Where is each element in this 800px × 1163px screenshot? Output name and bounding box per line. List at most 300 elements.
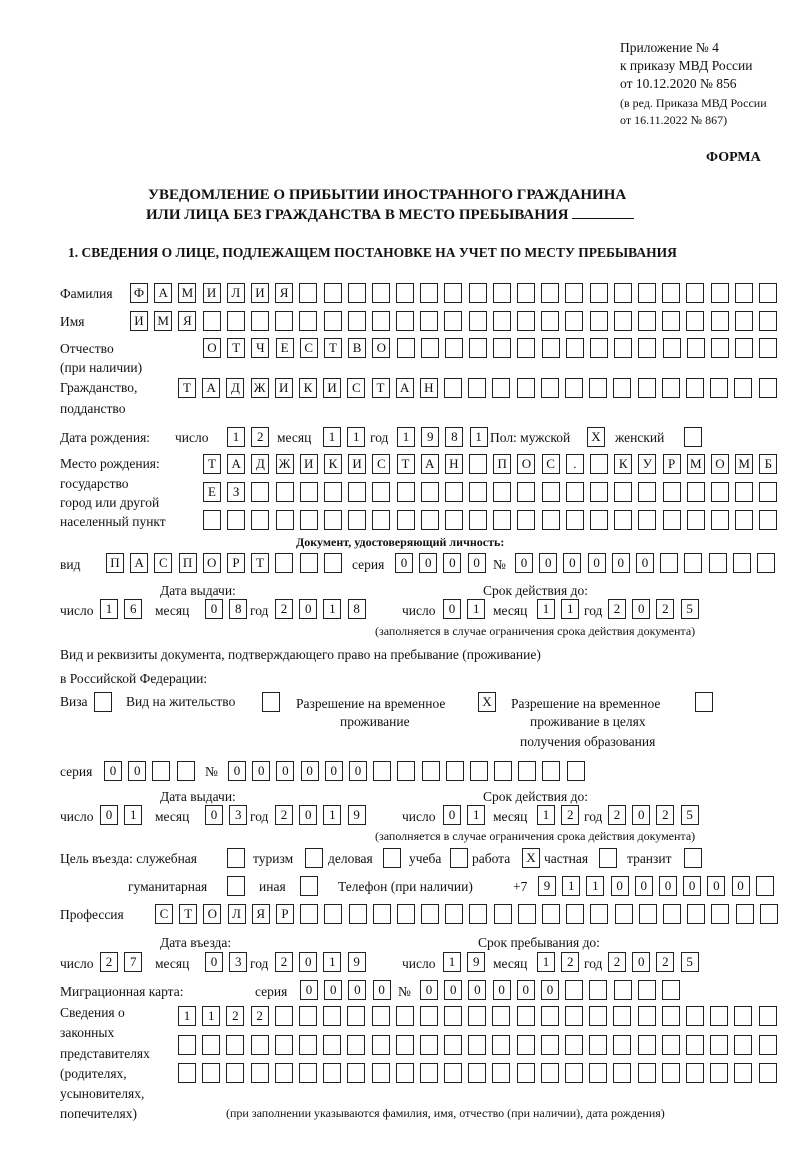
char-cell[interactable] — [494, 904, 512, 924]
char-cell[interactable] — [735, 283, 753, 303]
char-cell[interactable] — [276, 482, 294, 502]
char-cell[interactable]: 0 — [611, 876, 629, 896]
char-cell[interactable] — [275, 1063, 293, 1083]
checkbox[interactable] — [94, 692, 112, 712]
char-cell[interactable] — [589, 1035, 607, 1055]
char-cell[interactable]: 0 — [443, 805, 461, 825]
char-cell[interactable] — [567, 761, 585, 781]
char-cell[interactable] — [152, 761, 170, 781]
char-cell[interactable]: 0 — [612, 553, 630, 573]
char-cell[interactable] — [468, 1006, 486, 1026]
char-cell[interactable]: А — [227, 454, 245, 474]
char-cell[interactable]: 0 — [659, 876, 677, 896]
char-cell[interactable]: 0 — [205, 952, 223, 972]
char-cell[interactable] — [756, 876, 774, 896]
char-cell[interactable]: 0 — [228, 761, 246, 781]
char-cell[interactable] — [541, 1035, 559, 1055]
char-cell[interactable] — [445, 510, 463, 530]
char-cell[interactable]: 0 — [632, 952, 650, 972]
char-cell[interactable]: 1 — [397, 427, 415, 447]
char-cell[interactable] — [469, 904, 487, 924]
char-cell[interactable] — [589, 980, 607, 1000]
char-cell[interactable] — [396, 1063, 414, 1083]
char-cell[interactable] — [711, 510, 729, 530]
char-cell[interactable] — [736, 904, 754, 924]
char-cell[interactable] — [177, 761, 195, 781]
char-cell[interactable]: Т — [203, 454, 221, 474]
char-cell[interactable]: 0 — [301, 761, 319, 781]
char-cell[interactable] — [614, 338, 632, 358]
char-cell[interactable]: Ж — [251, 378, 269, 398]
char-cell[interactable] — [638, 980, 656, 1000]
char-cell[interactable] — [541, 1006, 559, 1026]
char-cell[interactable] — [324, 283, 342, 303]
char-cell[interactable] — [590, 311, 608, 331]
char-cell[interactable] — [590, 482, 608, 502]
char-cell[interactable] — [662, 980, 680, 1000]
char-cell[interactable] — [372, 1063, 390, 1083]
checkbox[interactable]: X — [522, 848, 540, 868]
char-cell[interactable]: О — [372, 338, 390, 358]
checkbox[interactable] — [383, 848, 401, 868]
char-cell[interactable] — [613, 1063, 631, 1083]
char-cell[interactable] — [662, 311, 680, 331]
char-cell[interactable] — [687, 338, 705, 358]
char-cell[interactable]: 9 — [421, 427, 439, 447]
char-cell[interactable]: О — [517, 454, 535, 474]
char-cell[interactable] — [251, 1063, 269, 1083]
char-cell[interactable] — [251, 1035, 269, 1055]
char-cell[interactable] — [517, 1035, 535, 1055]
char-cell[interactable] — [420, 1006, 438, 1026]
char-cell[interactable]: С — [347, 378, 365, 398]
char-cell[interactable] — [492, 1006, 510, 1026]
char-cell[interactable] — [469, 510, 487, 530]
char-cell[interactable] — [614, 283, 632, 303]
char-cell[interactable] — [421, 510, 439, 530]
char-cell[interactable] — [397, 904, 415, 924]
char-cell[interactable]: 1 — [124, 805, 142, 825]
char-cell[interactable]: 6 — [124, 599, 142, 619]
char-cell[interactable]: Т — [251, 553, 269, 573]
char-cell[interactable]: У — [638, 454, 656, 474]
char-cell[interactable]: 0 — [419, 553, 437, 573]
char-cell[interactable]: 0 — [420, 980, 438, 1000]
char-cell[interactable] — [396, 1006, 414, 1026]
char-cell[interactable]: С — [372, 454, 390, 474]
char-cell[interactable] — [276, 510, 294, 530]
char-cell[interactable] — [759, 482, 777, 502]
char-cell[interactable] — [759, 1035, 777, 1055]
char-cell[interactable]: И — [130, 311, 148, 331]
checkbox[interactable] — [227, 848, 245, 868]
char-cell[interactable]: Д — [226, 378, 244, 398]
char-cell[interactable]: А — [421, 454, 439, 474]
char-cell[interactable] — [324, 510, 342, 530]
char-cell[interactable]: 1 — [467, 805, 485, 825]
char-cell[interactable] — [687, 510, 705, 530]
char-cell[interactable]: Р — [276, 904, 294, 924]
char-cell[interactable] — [492, 1063, 510, 1083]
char-cell[interactable]: Н — [420, 378, 438, 398]
char-cell[interactable] — [421, 904, 439, 924]
char-cell[interactable] — [566, 904, 584, 924]
char-cell[interactable] — [323, 1063, 341, 1083]
char-cell[interactable]: Т — [372, 378, 390, 398]
char-cell[interactable] — [517, 1063, 535, 1083]
char-cell[interactable]: 2 — [561, 805, 579, 825]
char-cell[interactable] — [444, 283, 462, 303]
char-cell[interactable]: 0 — [636, 553, 654, 573]
char-cell[interactable] — [372, 1006, 390, 1026]
char-cell[interactable] — [711, 311, 729, 331]
char-cell[interactable]: 0 — [299, 952, 317, 972]
char-cell[interactable]: Л — [228, 904, 246, 924]
char-cell[interactable] — [709, 553, 727, 573]
char-cell[interactable] — [446, 761, 464, 781]
char-cell[interactable] — [686, 1063, 704, 1083]
char-cell[interactable] — [300, 904, 318, 924]
char-cell[interactable]: 2 — [100, 952, 118, 972]
char-cell[interactable] — [348, 311, 366, 331]
char-cell[interactable]: 1 — [227, 427, 245, 447]
char-cell[interactable] — [493, 283, 511, 303]
char-cell[interactable]: И — [203, 283, 221, 303]
char-cell[interactable] — [492, 378, 510, 398]
char-cell[interactable] — [323, 1035, 341, 1055]
char-cell[interactable]: А — [202, 378, 220, 398]
checkbox[interactable] — [227, 876, 245, 896]
char-cell[interactable]: 2 — [251, 427, 269, 447]
char-cell[interactable] — [735, 510, 753, 530]
char-cell[interactable] — [517, 510, 535, 530]
char-cell[interactable] — [638, 283, 656, 303]
char-cell[interactable]: Р — [227, 553, 245, 573]
char-cell[interactable]: . — [566, 454, 584, 474]
char-cell[interactable] — [347, 1006, 365, 1026]
char-cell[interactable]: О — [203, 338, 221, 358]
char-cell[interactable] — [734, 1006, 752, 1026]
char-cell[interactable]: 3 — [229, 952, 247, 972]
char-cell[interactable] — [494, 761, 512, 781]
char-cell[interactable] — [203, 311, 221, 331]
char-cell[interactable] — [373, 761, 391, 781]
char-cell[interactable] — [517, 338, 535, 358]
char-cell[interactable] — [614, 980, 632, 1000]
char-cell[interactable] — [541, 311, 559, 331]
char-cell[interactable]: 0 — [205, 599, 223, 619]
char-cell[interactable] — [202, 1063, 220, 1083]
char-cell[interactable]: М — [178, 283, 196, 303]
char-cell[interactable] — [470, 761, 488, 781]
char-cell[interactable]: П — [179, 553, 197, 573]
char-cell[interactable]: 2 — [656, 599, 674, 619]
char-cell[interactable] — [639, 904, 657, 924]
char-cell[interactable] — [420, 1035, 438, 1055]
char-cell[interactable] — [324, 904, 342, 924]
char-cell[interactable]: 8 — [348, 599, 366, 619]
char-cell[interactable]: Я — [252, 904, 270, 924]
char-cell[interactable]: 1 — [561, 599, 579, 619]
char-cell[interactable] — [759, 1006, 777, 1026]
char-cell[interactable]: С — [300, 338, 318, 358]
char-cell[interactable] — [493, 482, 511, 502]
char-cell[interactable] — [396, 311, 414, 331]
char-cell[interactable] — [372, 482, 390, 502]
char-cell[interactable]: 0 — [373, 980, 391, 1000]
char-cell[interactable] — [542, 761, 560, 781]
char-cell[interactable] — [565, 1063, 583, 1083]
char-cell[interactable] — [178, 1035, 196, 1055]
char-cell[interactable] — [541, 283, 559, 303]
char-cell[interactable]: 0 — [205, 805, 223, 825]
char-cell[interactable] — [638, 311, 656, 331]
char-cell[interactable]: М — [735, 454, 753, 474]
char-cell[interactable]: Е — [276, 338, 294, 358]
char-cell[interactable]: Т — [397, 454, 415, 474]
char-cell[interactable] — [396, 283, 414, 303]
char-cell[interactable]: 0 — [632, 805, 650, 825]
char-cell[interactable] — [662, 1063, 680, 1083]
char-cell[interactable] — [469, 311, 487, 331]
char-cell[interactable]: 0 — [349, 761, 367, 781]
char-cell[interactable]: В — [348, 338, 366, 358]
char-cell[interactable]: П — [493, 454, 511, 474]
char-cell[interactable] — [710, 1035, 728, 1055]
char-cell[interactable] — [686, 378, 704, 398]
char-cell[interactable] — [422, 761, 440, 781]
char-cell[interactable] — [614, 510, 632, 530]
char-cell[interactable]: 0 — [443, 599, 461, 619]
char-cell[interactable] — [300, 553, 318, 573]
char-cell[interactable] — [299, 1063, 317, 1083]
char-cell[interactable] — [565, 378, 583, 398]
char-cell[interactable] — [613, 1035, 631, 1055]
char-cell[interactable]: О — [203, 904, 221, 924]
char-cell[interactable]: 8 — [445, 427, 463, 447]
char-cell[interactable]: К — [299, 378, 317, 398]
char-cell[interactable]: 2 — [608, 599, 626, 619]
char-cell[interactable]: 0 — [517, 980, 535, 1000]
char-cell[interactable] — [469, 454, 487, 474]
char-cell[interactable]: 2 — [275, 599, 293, 619]
char-cell[interactable] — [347, 1063, 365, 1083]
char-cell[interactable] — [300, 482, 318, 502]
char-cell[interactable]: О — [711, 454, 729, 474]
title-blank-line[interactable] — [572, 206, 634, 219]
char-cell[interactable]: 5 — [681, 599, 699, 619]
char-cell[interactable] — [541, 378, 559, 398]
char-cell[interactable]: 1 — [562, 876, 580, 896]
char-cell[interactable] — [493, 338, 511, 358]
char-cell[interactable] — [420, 311, 438, 331]
char-cell[interactable]: Т — [324, 338, 342, 358]
checkbox[interactable]: X — [587, 427, 605, 447]
char-cell[interactable] — [251, 510, 269, 530]
char-cell[interactable] — [542, 510, 560, 530]
char-cell[interactable]: Л — [227, 283, 245, 303]
char-cell[interactable]: 5 — [681, 805, 699, 825]
char-cell[interactable]: 0 — [539, 553, 557, 573]
char-cell[interactable] — [711, 482, 729, 502]
char-cell[interactable] — [614, 482, 632, 502]
char-cell[interactable]: М — [154, 311, 172, 331]
char-cell[interactable] — [662, 1035, 680, 1055]
char-cell[interactable] — [760, 904, 778, 924]
char-cell[interactable] — [275, 1035, 293, 1055]
char-cell[interactable]: 0 — [299, 599, 317, 619]
char-cell[interactable] — [589, 1006, 607, 1026]
char-cell[interactable] — [397, 510, 415, 530]
char-cell[interactable]: 7 — [124, 952, 142, 972]
char-cell[interactable] — [348, 510, 366, 530]
char-cell[interactable] — [686, 311, 704, 331]
char-cell[interactable] — [517, 482, 535, 502]
char-cell[interactable] — [566, 338, 584, 358]
char-cell[interactable] — [565, 1035, 583, 1055]
char-cell[interactable]: 2 — [656, 952, 674, 972]
char-cell[interactable] — [759, 378, 777, 398]
char-cell[interactable]: 9 — [348, 805, 366, 825]
char-cell[interactable] — [299, 1035, 317, 1055]
char-cell[interactable] — [324, 311, 342, 331]
char-cell[interactable] — [589, 1063, 607, 1083]
char-cell[interactable] — [324, 482, 342, 502]
checkbox[interactable]: X — [478, 692, 496, 712]
char-cell[interactable] — [638, 1063, 656, 1083]
char-cell[interactable] — [251, 482, 269, 502]
char-cell[interactable] — [711, 338, 729, 358]
char-cell[interactable]: Е — [203, 482, 221, 502]
char-cell[interactable]: 1 — [537, 599, 555, 619]
char-cell[interactable]: 2 — [608, 952, 626, 972]
char-cell[interactable]: А — [130, 553, 148, 573]
char-cell[interactable] — [178, 1063, 196, 1083]
char-cell[interactable] — [373, 904, 391, 924]
char-cell[interactable] — [565, 283, 583, 303]
char-cell[interactable]: 1 — [323, 952, 341, 972]
char-cell[interactable] — [492, 1035, 510, 1055]
char-cell[interactable] — [687, 482, 705, 502]
char-cell[interactable] — [590, 283, 608, 303]
char-cell[interactable]: 1 — [586, 876, 604, 896]
char-cell[interactable] — [663, 510, 681, 530]
char-cell[interactable] — [614, 311, 632, 331]
char-cell[interactable] — [444, 1006, 462, 1026]
char-cell[interactable] — [759, 510, 777, 530]
char-cell[interactable]: 0 — [563, 553, 581, 573]
char-cell[interactable]: 0 — [632, 599, 650, 619]
char-cell[interactable] — [735, 338, 753, 358]
char-cell[interactable] — [372, 311, 390, 331]
char-cell[interactable] — [372, 510, 390, 530]
char-cell[interactable] — [420, 283, 438, 303]
char-cell[interactable]: 9 — [348, 952, 366, 972]
char-cell[interactable] — [735, 311, 753, 331]
char-cell[interactable] — [203, 510, 221, 530]
char-cell[interactable]: 0 — [128, 761, 146, 781]
char-cell[interactable] — [542, 338, 560, 358]
char-cell[interactable] — [759, 1063, 777, 1083]
char-cell[interactable] — [444, 378, 462, 398]
char-cell[interactable]: Н — [445, 454, 463, 474]
char-cell[interactable]: Д — [251, 454, 269, 474]
char-cell[interactable] — [493, 510, 511, 530]
char-cell[interactable] — [348, 482, 366, 502]
char-cell[interactable]: Ф — [130, 283, 148, 303]
char-cell[interactable]: 0 — [395, 553, 413, 573]
char-cell[interactable]: С — [542, 454, 560, 474]
checkbox[interactable] — [695, 692, 713, 712]
char-cell[interactable] — [638, 378, 656, 398]
char-cell[interactable] — [444, 311, 462, 331]
char-cell[interactable]: 0 — [468, 980, 486, 1000]
char-cell[interactable]: 0 — [468, 553, 486, 573]
char-cell[interactable]: Т — [179, 904, 197, 924]
char-cell[interactable]: 5 — [681, 952, 699, 972]
char-cell[interactable] — [299, 283, 317, 303]
char-cell[interactable]: 0 — [100, 805, 118, 825]
char-cell[interactable] — [468, 1063, 486, 1083]
checkbox[interactable] — [305, 848, 323, 868]
char-cell[interactable] — [711, 283, 729, 303]
char-cell[interactable] — [517, 311, 535, 331]
char-cell[interactable]: 1 — [537, 805, 555, 825]
char-cell[interactable] — [663, 482, 681, 502]
char-cell[interactable]: 1 — [443, 952, 461, 972]
char-cell[interactable]: Я — [178, 311, 196, 331]
char-cell[interactable] — [396, 1035, 414, 1055]
char-cell[interactable]: Т — [178, 378, 196, 398]
char-cell[interactable]: 2 — [251, 1006, 269, 1026]
char-cell[interactable] — [227, 311, 245, 331]
checkbox[interactable] — [684, 848, 702, 868]
char-cell[interactable] — [759, 283, 777, 303]
char-cell[interactable] — [686, 1035, 704, 1055]
char-cell[interactable] — [613, 378, 631, 398]
char-cell[interactable]: И — [275, 378, 293, 398]
char-cell[interactable] — [759, 311, 777, 331]
char-cell[interactable]: 2 — [608, 805, 626, 825]
char-cell[interactable] — [372, 1035, 390, 1055]
char-cell[interactable] — [226, 1035, 244, 1055]
char-cell[interactable] — [734, 378, 752, 398]
char-cell[interactable]: 0 — [515, 553, 533, 573]
char-cell[interactable]: А — [396, 378, 414, 398]
char-cell[interactable]: О — [203, 553, 221, 573]
char-cell[interactable] — [227, 510, 245, 530]
char-cell[interactable] — [469, 283, 487, 303]
char-cell[interactable] — [663, 338, 681, 358]
char-cell[interactable]: 2 — [656, 805, 674, 825]
char-cell[interactable]: 9 — [538, 876, 556, 896]
char-cell[interactable]: З — [227, 482, 245, 502]
char-cell[interactable] — [299, 1006, 317, 1026]
char-cell[interactable] — [565, 1006, 583, 1026]
char-cell[interactable] — [613, 1006, 631, 1026]
char-cell[interactable]: 1 — [467, 599, 485, 619]
char-cell[interactable] — [660, 553, 678, 573]
char-cell[interactable] — [202, 1035, 220, 1055]
char-cell[interactable]: И — [323, 378, 341, 398]
char-cell[interactable]: А — [154, 283, 172, 303]
char-cell[interactable] — [421, 338, 439, 358]
char-cell[interactable] — [275, 311, 293, 331]
char-cell[interactable] — [493, 311, 511, 331]
char-cell[interactable] — [251, 311, 269, 331]
char-cell[interactable] — [518, 761, 536, 781]
char-cell[interactable] — [469, 338, 487, 358]
